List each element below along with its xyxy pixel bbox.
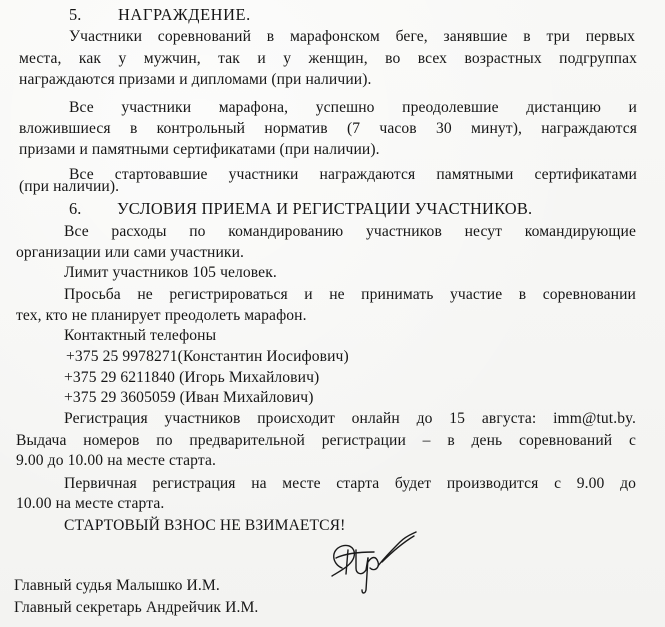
- section-5-paragraph-1-line-1: Участники соревнований в марафонском беге, занявшие в три первых: [69, 28, 635, 45]
- handwritten-signature: [322, 528, 422, 598]
- registration-line-1: Регистрация участников происходит онлайн до 15 августа: imm@tut.by.: [64, 410, 636, 427]
- contacts-label: Контактный телефоны: [64, 327, 217, 344]
- section-5-paragraph-2-line-1: Все участники марафона, успешно преодолевшие дистанцию и: [69, 99, 637, 116]
- section-5-title: НАГРАЖДЕНИЕ.: [118, 5, 251, 24]
- contact-phone-3: +375 29 3605059 (Иван Михайлович): [64, 389, 314, 406]
- contact-phone-2: +375 29 6211840 (Игорь Михайлович): [64, 369, 320, 386]
- section-6-paragraph-2: Лимит участников 105 человек.: [64, 264, 277, 281]
- registration-line-3: 9.00 до 10.00 на месте старта.: [16, 452, 216, 469]
- registration-line-2: Выдача номеров по предварительной регистрации – в день соревнований с: [16, 432, 636, 449]
- section-6-number: 6.: [69, 199, 82, 218]
- section-5-paragraph-2-line-2: вложившиеся в контрольный норматив (7 часов 30 минут), награждаются: [19, 120, 637, 137]
- chief-secretary: Главный секретарь Андрейчик И.М.: [14, 599, 259, 616]
- section-5-paragraph-1-line-3: награждаются призами и дипломами (при наличии).: [19, 71, 372, 88]
- section-5-paragraph-2-line-3: призами и памятными сертификатами (при наличии).: [19, 141, 380, 158]
- chief-judge: Главный судья Малышко И.М.: [14, 577, 220, 594]
- entry-fee-notice: СТАРТОВЫЙ ВЗНОС НЕ ВЗИМАЕТСЯ!: [64, 517, 346, 534]
- contact-phone-1: +375 25 9978271(Константин Иосифович): [66, 348, 349, 365]
- primary-registration-line-2: 10.00 на месте старта.: [16, 495, 165, 512]
- section-6-paragraph-3-line-2: тех, кто не планирует преодолеть марафон.: [16, 307, 307, 324]
- primary-registration-line-1: Первичная регистрация на месте старта будет производится с 9.00 до: [64, 475, 636, 492]
- section-6-paragraph-1-line-1: Все расходы по командированию участников несут командирующие: [64, 223, 636, 240]
- section-5-number: 5.: [69, 5, 82, 24]
- section-5-paragraph-1-line-2: места, как у мужчин, так и у женщин, во всех возрастных подгруппах: [19, 50, 637, 67]
- section-6-paragraph-3-line-1: Просьба не регистрироваться и не принимать участие в соревновании: [64, 286, 636, 303]
- section-6-paragraph-1-line-2: организации или сами участники.: [16, 244, 245, 261]
- section-6-title: УСЛОВИЯ ПРИЕМА И РЕГИСТРАЦИИ УЧАСТНИКОВ.: [117, 199, 533, 218]
- section-5-paragraph-3-line-2: (при наличии).: [19, 178, 120, 195]
- section-5-paragraph-3-line-1: Все стартовавшие участники награждаются памятными сертификатами: [69, 166, 637, 183]
